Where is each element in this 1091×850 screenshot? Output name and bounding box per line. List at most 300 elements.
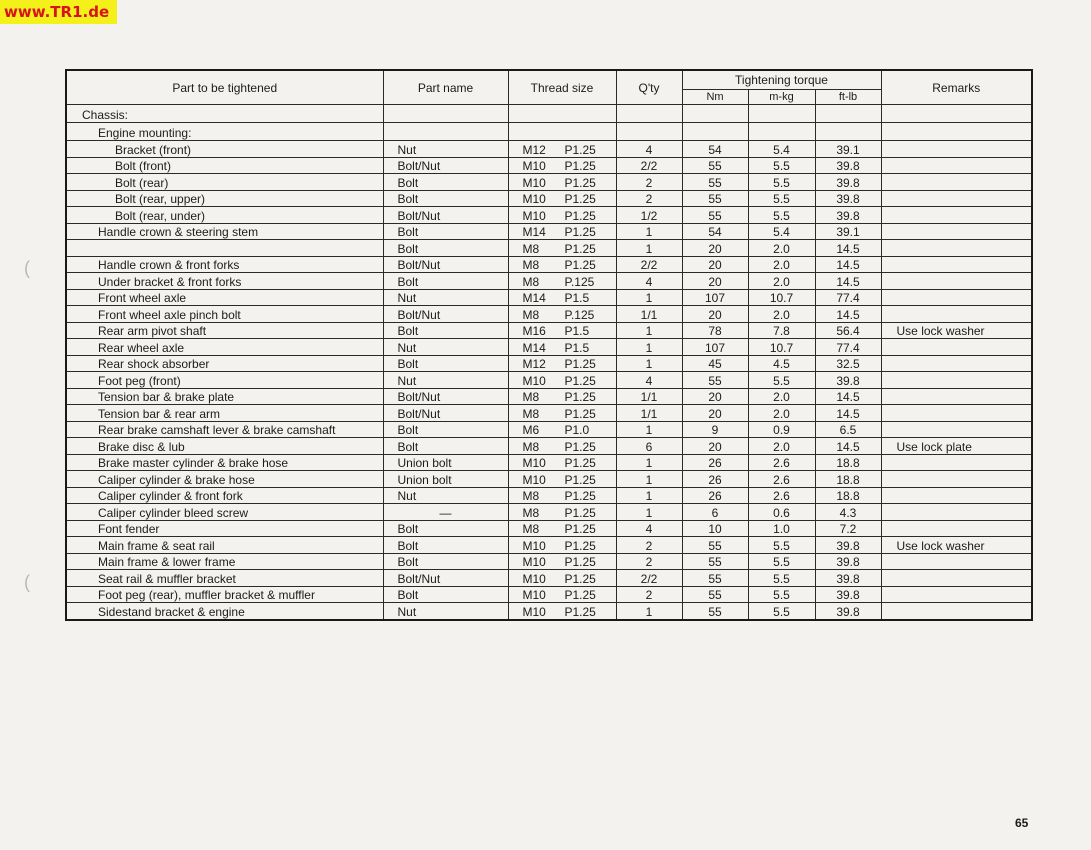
quantity-cell: 1 [616, 487, 682, 504]
torque-ftlb-cell: 6.5 [815, 421, 881, 438]
torque-mkg-cell: 5.5 [748, 603, 815, 620]
part-to-tighten-cell: Bolt (rear, upper) [66, 190, 383, 207]
torque-mkg-cell: 1.0 [748, 520, 815, 537]
torque-ftlb-cell: 14.5 [815, 438, 881, 455]
table-row [66, 487, 1032, 504]
table-row [66, 306, 1032, 323]
table-row [66, 339, 1032, 356]
part-to-tighten-cell: Rear brake camshaft lever & brake camshaft [66, 421, 383, 438]
torque-ftlb-cell: 39.8 [815, 372, 881, 389]
part-name-cell: Nut [383, 141, 508, 158]
torque-nm-cell: 26 [682, 471, 748, 488]
part-to-tighten-cell: Handle crown & front forks [66, 256, 383, 273]
thread-size-cell [508, 355, 616, 372]
part-to-tighten-cell: Brake disc & lub [66, 438, 383, 455]
remarks-cell [881, 603, 1032, 620]
torque-mkg-cell: 5.5 [748, 553, 815, 570]
torque-mkg-cell: 2.6 [748, 471, 815, 488]
remarks-cell [881, 504, 1032, 521]
part-name-cell: Bolt/Nut [383, 570, 508, 587]
thread-diameter: M10 [522, 192, 546, 206]
torque-nm-cell: 20 [682, 256, 748, 273]
thread-diameter: M14 [522, 291, 546, 305]
remarks-cell [881, 207, 1032, 224]
thread-pitch: P1.25 [564, 175, 596, 190]
table-row [66, 273, 1032, 290]
header-row [66, 70, 1032, 90]
table-body [66, 105, 1032, 620]
part-to-tighten-cell: Engine mounting: [66, 123, 383, 141]
thread-diameter: M10 [522, 588, 546, 602]
table-row [66, 405, 1032, 422]
part-name-cell: Bolt [383, 355, 508, 372]
table-row [66, 603, 1032, 620]
table-row [66, 421, 1032, 438]
thread-size-cell [508, 273, 616, 290]
thread-size-cell [508, 537, 616, 554]
quantity-cell: 1 [616, 240, 682, 257]
thread-pitch: P1.5 [564, 291, 590, 305]
remarks-cell [881, 454, 1032, 471]
thread-size-cell [508, 504, 616, 521]
torque-mkg-cell: 5.5 [748, 586, 815, 603]
part-name-cell: Nut [383, 339, 508, 356]
torque-mkg-cell: 5.4 [748, 223, 815, 240]
quantity-cell: 1 [616, 339, 682, 356]
torque-nm-cell: 55 [682, 553, 748, 570]
torque-nm-cell: 20 [682, 438, 748, 455]
thread-pitch: P1.25 [564, 357, 596, 371]
table-row [66, 256, 1032, 273]
thread-pitch: P1.5 [564, 324, 590, 338]
thread-size-cell [508, 174, 616, 191]
remarks-cell [881, 157, 1032, 174]
torque-nm-cell: 55 [682, 190, 748, 207]
torque-nm-cell: 55 [682, 537, 748, 554]
remarks-cell [881, 487, 1032, 504]
torque-ftlb-cell: 4.3 [815, 504, 881, 521]
table-row [66, 223, 1032, 240]
torque-mkg-cell: 7.8 [748, 322, 815, 339]
thread-size-cell [508, 438, 616, 455]
thread-size-cell [508, 520, 616, 537]
thread-size-cell [508, 141, 616, 158]
torque-ftlb-cell: 39.1 [815, 141, 881, 158]
header-tightening-torque: Tightening torque [682, 70, 881, 90]
part-name-cell: Bolt [383, 273, 508, 290]
thread-pitch: P1.25 [564, 439, 596, 454]
torque-mkg-cell: 5.5 [748, 190, 815, 207]
thread-diameter: M12 [522, 142, 546, 157]
part-name-cell: Bolt [383, 240, 508, 257]
thread-size-cell [508, 339, 616, 356]
torque-nm-cell: 45 [682, 355, 748, 372]
quantity-cell: 2 [616, 174, 682, 191]
torque-ftlb-cell: 18.8 [815, 471, 881, 488]
thread-pitch: P1.25 [564, 555, 596, 569]
torque-ftlb-cell: 14.5 [815, 273, 881, 290]
quantity-cell: 2 [616, 553, 682, 570]
part-name-cell: Bolt/Nut [383, 256, 508, 273]
thread-pitch: P1.25 [564, 208, 596, 223]
table-row [66, 570, 1032, 587]
part-to-tighten-cell: Foot peg (rear), muffler bracket & muffler [66, 586, 383, 603]
torque-ftlb-cell: 39.8 [815, 570, 881, 587]
table-row [66, 553, 1032, 570]
torque-ftlb-cell: 39.8 [815, 603, 881, 620]
table-row [66, 157, 1032, 174]
part-to-tighten-cell [66, 240, 383, 257]
torque-mkg-cell: 0.9 [748, 421, 815, 438]
remarks-cell [881, 421, 1032, 438]
table-row [66, 190, 1032, 207]
remarks-cell [881, 289, 1032, 306]
thread-diameter: M10 [522, 159, 546, 173]
part-name-cell: Bolt [383, 553, 508, 570]
header-part-name: Part name [383, 70, 508, 105]
quantity-cell: 1/1 [616, 306, 682, 323]
thread-diameter: M10 [522, 373, 546, 388]
torque-nm-cell: 55 [682, 372, 748, 389]
remarks-cell [881, 141, 1032, 158]
table-row [66, 388, 1032, 405]
torque-nm-cell [682, 123, 748, 141]
header-nm: Nm [682, 90, 748, 105]
header-remarks: Remarks [881, 70, 1032, 105]
torque-mkg-cell: 10.7 [748, 289, 815, 306]
thread-diameter: M8 [522, 489, 540, 503]
remarks-cell [881, 256, 1032, 273]
thread-size-cell [508, 487, 616, 504]
thread-size-cell [508, 190, 616, 207]
table-row [66, 537, 1032, 554]
thread-size-cell [508, 570, 616, 587]
torque-mkg-cell: 10.7 [748, 339, 815, 356]
thread-size-cell [508, 586, 616, 603]
table-row [66, 105, 1032, 123]
thread-diameter: M10 [522, 456, 546, 470]
thread-diameter: M14 [522, 340, 546, 355]
remarks-cell [881, 190, 1032, 207]
thread-size-cell [508, 105, 616, 123]
thread-size-cell [508, 123, 616, 141]
quantity-cell: 6 [616, 438, 682, 455]
torque-mkg-cell: 2.0 [748, 405, 815, 422]
quantity-cell: 4 [616, 141, 682, 158]
quantity-cell: 1/2 [616, 207, 682, 224]
part-name-cell: Nut [383, 372, 508, 389]
part-to-tighten-cell: Foot peg (front) [66, 372, 383, 389]
torque-nm-cell: 78 [682, 322, 748, 339]
thread-diameter: M10 [522, 538, 546, 553]
thread-pitch: P1.25 [564, 142, 596, 157]
thread-diameter: M6 [522, 423, 540, 437]
quantity-cell: 1 [616, 355, 682, 372]
torque-ftlb-cell: 39.8 [815, 207, 881, 224]
table-row [66, 141, 1032, 158]
part-to-tighten-cell: Rear arm pivot shaft [66, 322, 383, 339]
quantity-cell: 1/1 [616, 405, 682, 422]
torque-mkg-cell: 5.5 [748, 174, 815, 191]
header-quantity: Q'ty [616, 70, 682, 105]
table-row [66, 438, 1032, 455]
torque-nm-cell: 55 [682, 157, 748, 174]
part-name-cell: Bolt [383, 223, 508, 240]
remarks-cell [881, 570, 1032, 587]
torque-mkg-cell [748, 105, 815, 123]
table-row [66, 372, 1032, 389]
part-name-cell: Bolt [383, 520, 508, 537]
quantity-cell: 4 [616, 372, 682, 389]
torque-nm-cell [682, 105, 748, 123]
quantity-cell: 1 [616, 223, 682, 240]
part-name-cell [383, 105, 508, 123]
thread-size-cell [508, 306, 616, 323]
part-name-cell: Bolt/Nut [383, 306, 508, 323]
thread-pitch: P1.25 [564, 241, 596, 256]
thread-pitch: P1.25 [564, 225, 596, 239]
torque-ftlb-cell: 39.8 [815, 537, 881, 554]
part-name-cell: — [383, 504, 508, 521]
part-name-cell: Nut [383, 603, 508, 620]
thread-pitch: P1.25 [564, 456, 596, 470]
quantity-cell: 4 [616, 273, 682, 290]
part-to-tighten-cell: Under bracket & front forks [66, 273, 383, 290]
torque-mkg-cell: 5.5 [748, 207, 815, 224]
thread-pitch: P1.25 [564, 373, 596, 388]
thread-diameter: M10 [522, 604, 546, 619]
remarks-cell: Use lock washer [881, 537, 1032, 554]
thread-size-cell [508, 405, 616, 422]
quantity-cell: 1/1 [616, 388, 682, 405]
torque-ftlb-cell: 39.8 [815, 157, 881, 174]
part-name-cell: Bolt [383, 174, 508, 191]
torque-ftlb-cell: 14.5 [815, 256, 881, 273]
torque-mkg-cell: 2.0 [748, 438, 815, 455]
thread-size-cell [508, 256, 616, 273]
margin-mark-icon: ( [24, 572, 30, 592]
torque-ftlb-cell: 14.5 [815, 388, 881, 405]
quantity-cell: 2/2 [616, 570, 682, 587]
torque-ftlb-cell: 39.8 [815, 174, 881, 191]
thread-pitch: P1.5 [564, 340, 590, 355]
torque-mkg-cell: 5.5 [748, 537, 815, 554]
thread-diameter: M8 [522, 258, 540, 272]
part-to-tighten-cell: Main frame & lower frame [66, 553, 383, 570]
remarks-cell [881, 471, 1032, 488]
table-row [66, 240, 1032, 257]
thread-size-cell [508, 471, 616, 488]
torque-nm-cell: 20 [682, 306, 748, 323]
thread-diameter: M8 [522, 307, 540, 322]
part-to-tighten-cell: Front wheel axle [66, 289, 383, 306]
part-to-tighten-cell: Rear shock absorber [66, 355, 383, 372]
thread-pitch: P1.25 [564, 522, 596, 536]
thread-pitch: P1.25 [564, 406, 596, 421]
part-to-tighten-cell: Caliper cylinder & front fork [66, 487, 383, 504]
torque-nm-cell: 20 [682, 273, 748, 290]
thread-pitch: P1.25 [564, 538, 596, 553]
torque-nm-cell: 6 [682, 504, 748, 521]
torque-nm-cell: 55 [682, 586, 748, 603]
header-thread-size: Thread size [508, 70, 616, 105]
remarks-cell [881, 553, 1032, 570]
thread-pitch: P1.25 [564, 472, 596, 487]
torque-mkg-cell: 2.0 [748, 256, 815, 273]
remarks-cell [881, 240, 1032, 257]
page-number: 65 [1015, 816, 1029, 830]
torque-ftlb-cell: 14.5 [815, 240, 881, 257]
part-name-cell: Bolt/Nut [383, 157, 508, 174]
thread-pitch: P.125 [564, 307, 595, 322]
header-mkg: m-kg [748, 90, 815, 105]
torque-mkg-cell: 2.0 [748, 273, 815, 290]
table-row [66, 454, 1032, 471]
torque-mkg-cell: 2.6 [748, 487, 815, 504]
part-name-cell: Bolt [383, 322, 508, 339]
quantity-cell [616, 105, 682, 123]
thread-diameter: M10 [522, 472, 546, 487]
torque-nm-cell: 55 [682, 174, 748, 191]
thread-size-cell [508, 207, 616, 224]
part-name-cell [383, 123, 508, 141]
torque-nm-cell: 20 [682, 240, 748, 257]
thread-pitch: P1.25 [564, 489, 596, 503]
torque-ftlb-cell: 77.4 [815, 339, 881, 356]
table-row [66, 355, 1032, 372]
quantity-cell [616, 123, 682, 141]
table-row [66, 207, 1032, 224]
remarks-cell [881, 273, 1032, 290]
part-name-cell: Nut [383, 289, 508, 306]
torque-ftlb-cell: 39.8 [815, 190, 881, 207]
remarks-cell [881, 105, 1032, 123]
torque-ftlb-cell: 77.4 [815, 289, 881, 306]
torque-ftlb-cell: 56.4 [815, 322, 881, 339]
part-to-tighten-cell: Rear wheel axle [66, 339, 383, 356]
thread-diameter: M16 [522, 324, 546, 338]
part-to-tighten-cell: Seat rail & muffler bracket [66, 570, 383, 587]
torque-ftlb-cell: 39.1 [815, 223, 881, 240]
torque-ftlb-cell: 18.8 [815, 487, 881, 504]
torque-nm-cell: 54 [682, 223, 748, 240]
quantity-cell: 1 [616, 322, 682, 339]
torque-nm-cell: 55 [682, 603, 748, 620]
header-part: Part to be tightened [66, 70, 383, 105]
part-to-tighten-cell: Tension bar & rear arm [66, 405, 383, 422]
table-row [66, 586, 1032, 603]
torque-mkg-cell: 5.5 [748, 570, 815, 587]
table-row [66, 322, 1032, 339]
remarks-cell [881, 306, 1032, 323]
remarks-cell [881, 405, 1032, 422]
torque-ftlb-cell: 18.8 [815, 454, 881, 471]
thread-pitch: P1.0 [564, 423, 590, 437]
thread-diameter: M8 [522, 390, 540, 404]
part-name-cell: Bolt/Nut [383, 405, 508, 422]
thread-size-cell [508, 421, 616, 438]
thread-diameter: M8 [522, 505, 540, 520]
margin-mark-icon: ( [24, 258, 30, 278]
part-name-cell: Bolt/Nut [383, 388, 508, 405]
part-name-cell: Nut [383, 487, 508, 504]
thread-pitch: P1.25 [564, 159, 596, 173]
quantity-cell: 4 [616, 520, 682, 537]
site-watermark[interactable]: www.TR1.de [0, 0, 117, 24]
part-name-cell: Bolt [383, 537, 508, 554]
quantity-cell: 2/2 [616, 157, 682, 174]
thread-diameter: M8 [522, 274, 540, 289]
part-to-tighten-cell: Chassis: [66, 105, 383, 123]
torque-ftlb-cell: 39.8 [815, 586, 881, 603]
thread-diameter: M10 [522, 555, 546, 569]
thread-pitch: P1.25 [564, 258, 596, 272]
part-to-tighten-cell: Caliper cylinder & brake hose [66, 471, 383, 488]
torque-mkg-cell: 5.5 [748, 157, 815, 174]
part-to-tighten-cell: Handle crown & steering stem [66, 223, 383, 240]
remarks-cell: Use lock plate [881, 438, 1032, 455]
thread-size-cell [508, 240, 616, 257]
part-name-cell: Bolt/Nut [383, 207, 508, 224]
torque-nm-cell: 107 [682, 339, 748, 356]
torque-mkg-cell: 2.0 [748, 306, 815, 323]
torque-nm-cell: 10 [682, 520, 748, 537]
torque-mkg-cell: 2.0 [748, 240, 815, 257]
thread-diameter: M8 [522, 439, 540, 454]
quantity-cell: 2/2 [616, 256, 682, 273]
thread-size-cell [508, 603, 616, 620]
quantity-cell: 1 [616, 504, 682, 521]
part-to-tighten-cell: Bolt (rear, under) [66, 207, 383, 224]
thread-diameter: M10 [522, 208, 546, 223]
torque-nm-cell: 107 [682, 289, 748, 306]
thread-diameter: M12 [522, 357, 546, 371]
part-to-tighten-cell: Sidestand bracket & engine [66, 603, 383, 620]
quantity-cell: 1 [616, 603, 682, 620]
torque-ftlb-cell: 14.5 [815, 405, 881, 422]
thread-pitch: P1.25 [564, 192, 596, 206]
part-to-tighten-cell: Main frame & seat rail [66, 537, 383, 554]
torque-nm-cell: 26 [682, 454, 748, 471]
part-name-cell: Bolt [383, 190, 508, 207]
tightening-torque-table [65, 69, 1033, 621]
header-ftlb: ft-lb [815, 90, 881, 105]
torque-ftlb-cell: 32.5 [815, 355, 881, 372]
torque-nm-cell: 20 [682, 405, 748, 422]
thread-size-cell [508, 553, 616, 570]
part-to-tighten-cell: Caliper cylinder bleed screw [66, 504, 383, 521]
thread-size-cell [508, 223, 616, 240]
thread-diameter: M10 [522, 175, 546, 190]
table-row [66, 471, 1032, 488]
part-to-tighten-cell: Tension bar & brake plate [66, 388, 383, 405]
table-row [66, 520, 1032, 537]
quantity-cell: 2 [616, 190, 682, 207]
thread-pitch: P1.25 [564, 390, 596, 404]
thread-diameter: M14 [522, 225, 546, 239]
remarks-cell [881, 372, 1032, 389]
remarks-cell [881, 223, 1032, 240]
torque-mkg-cell: 4.5 [748, 355, 815, 372]
quantity-cell: 1 [616, 421, 682, 438]
quantity-cell: 1 [616, 289, 682, 306]
quantity-cell: 2 [616, 586, 682, 603]
thread-size-cell [508, 322, 616, 339]
table-row [66, 174, 1032, 191]
torque-mkg-cell: 5.5 [748, 372, 815, 389]
thread-pitch: P1.25 [564, 505, 596, 520]
torque-ftlb-cell: 7.2 [815, 520, 881, 537]
